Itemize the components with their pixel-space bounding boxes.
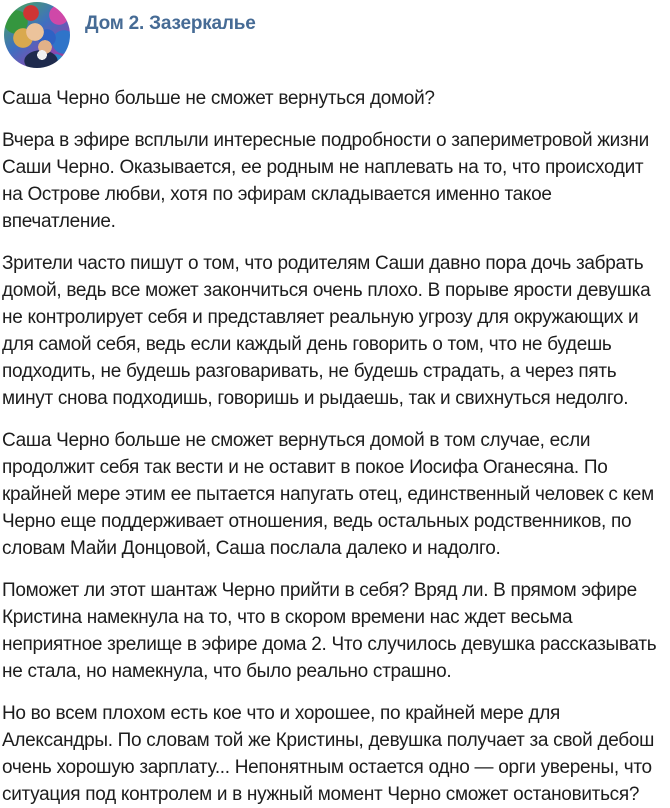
post-paragraph: Вчера в эфире всплыли интересные подробности о запериметровой жизни Саши Черно. Оказывается, ее родным не наплевать на то, что происходит на Острове любви, хотя по эфирам складывается именно такое впечатление. [2,130,649,232]
post-header [0,0,670,68]
group-avatar[interactable] [4,2,70,68]
post-paragraph: Зрители часто пишут о том, что родителям Саши давно пора дочь забрать домой, ведь все может закончиться очень плохо. В порыве ярости девушка не контролирует себя и представляет реальную угрозу для окружающих и для самой себя, ведь если каждый день говорить о том, что не будешь подходить, не будешь разговаривать, не будешь страдать, а через пять минут снова подходишь, говоришь и рыдаешь, так и свихнуться недолго. [2,253,651,409]
post-paragraph: Саша Черно больше не сможет вернуться домой в том случае, если продолжит себя так вести и не оставит в покое Иосифа Оганесяна. По крайней мере этим ее пытается напугать отец, единственный человек с кем Черно еще поддерживает отношения, ведь остальных родственников, по словам Майи Донцовой, Саша послала далеко и надолго. [2,430,654,559]
post-text [0,68,670,808]
post-paragraph-title: Саша Черно больше не сможет вернуться домой? [2,88,435,109]
post-paragraph: Поможет ли этот шантаж Черно прийти в себя? Вряд ли. В прямом эфире Кристина намекнула на то, что в скором времени нас ждет весьма неприятное зрелище в эфире дома 2. Что случилось девушка рассказывать не стала, но намекнула, что было реально страшно. [2,580,657,682]
post-paragraph: Но во всем плохом есть кое что и хорошее, по крайней мере для Александры. По словам той же Кристины, девушка получает за свой дебош очень хорошую зарплату... Непонятным остается одно — орги уверены, что ситуация под контролем и в нужный момент Черно сможет остановиться? [2,703,655,805]
group-name-link[interactable]: Дом 2. Зазеркалье [85,13,256,34]
